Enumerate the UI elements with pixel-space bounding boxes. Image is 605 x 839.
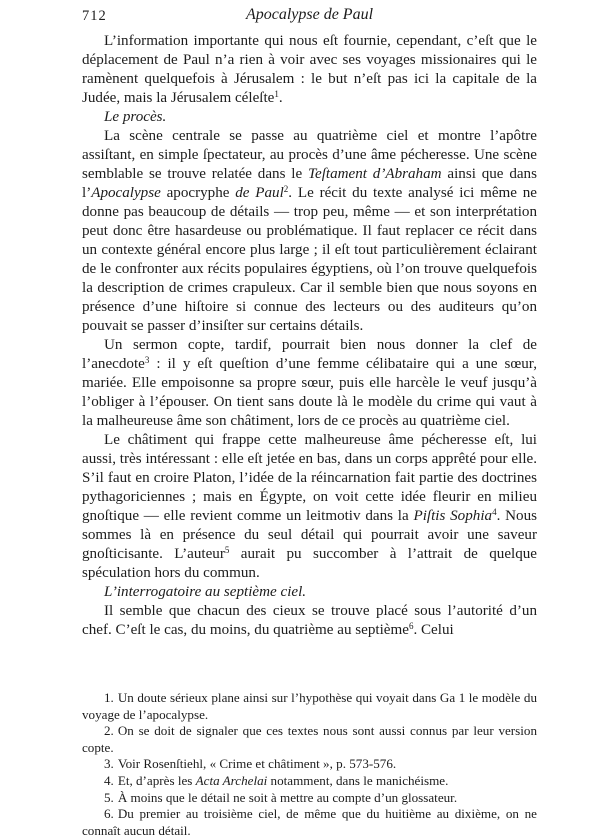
footnote-6: 6. Du premier au troisième ciel, de même que du huitième au dixième, on ne connaît aucun détail. xyxy=(82,806,537,838)
body-text xyxy=(82,32,537,640)
paragraph-chatiment: Le châtiment qui frappe cette malheureuse âme pécheresse eſt, lui aussi, très intéressant : elle eſt jetée en bas, dans un corps apprêté pour elle. S’il faut en croire Platon, l’idée de la réincarnation fait partie des doctrines pythagoriciennes ; mais en Égypte, on voit cette idée fleurir en milieu gnoſtique — elle revient comme un leitmotiv dans la Piſtis Sophia$^4$. Nous sommes là en présence du seul détail qui pourrait avoir une saveur gnoſticisante. L’auteur$^5$ aurait pu succomber à l’attrait de quelque spéculation hors du commun. xyxy=(82,432,538,581)
footnote-3: 3. Voir Rosenſtiehl, « Crime et châtiment », p. 573-576. xyxy=(104,756,397,772)
section-heading-interrogatoire: L’interrogatoire au septième ciel. xyxy=(104,584,307,600)
note-ref-5[interactable]: 5 xyxy=(224,545,230,555)
page xyxy=(82,4,537,640)
footnote-1: 1. Un doute sérieux plane ainsi sur l’hypothèse qui voyait dans Ga 1 le modèle du voyage de l’apocalypse. xyxy=(82,690,537,722)
paragraph-scene: La scène centrale se passe au quatrième ciel et montre l’apôtre assiſtant, en simple ſpectateur, au procès d’une âme pécheresse. Une scène semblable se trouve relatée dans le Teſtament d’Abraham ainsi que dans l’Apocalypse apocryphe de Paul$^2$. Le récit du texte analysé ici même ne donne pas beaucoup de détails — trop peu, même — et son interprétation peut donc être hasardeuse ou problématique. Il faut replacer ce récit dans un contexte général encore plus large ; il eſt tout particulièrement éclairant de le confronter aux récits populaires égyptiens, où l’on trouve quelquefois la description de crimes crapuleux. Car il semble bien que nous soyons en présence d’une hiſtoire si connue des lecteurs ou des auditeurs qu’on pouvait se passer d’insiſter sur certains détails. xyxy=(82,128,538,334)
section-heading-proces: Le procès. xyxy=(104,109,167,125)
note-ref-3[interactable]: 3 xyxy=(144,355,150,365)
footnote-4: 4. Et, d’après les Acta Archelai notamment, dans le manichéisme. xyxy=(104,772,449,788)
footnotes xyxy=(82,690,537,839)
paragraph-cieux: Il semble que chacun des cieux se trouve placé sous l’autorité d’un chef. C’eſt le cas, du moins, du quatrième au septième$^6$. Celui xyxy=(82,603,537,638)
footnote-5: 5. À moins que le détail ne soit à mettre au compte d’un glossateur. xyxy=(104,789,458,805)
note-ref-2[interactable]: 2 xyxy=(283,184,289,194)
note-ref-4[interactable]: 4 xyxy=(492,507,497,517)
note-ref-6[interactable]: 6 xyxy=(408,621,414,631)
paragraph-sermon: Un sermon copte, tardif, pourrait bien nous donner la clef de l’anecdote$^3$ : il y eſt queſtion d’une femme célibataire qui a une sœur, mariée. Elle empoisonne sa propre sœur, puis elle harcèle le veuf jusqu’à l’obliger à l’épouser. On tient sans doute là le modèle du crime qui vaut à la malheureuse âme son châtiment, lors de ce procès au quatrième ciel. xyxy=(82,337,537,429)
footnote-2: 2. On se doit de signaler que ces textes nous sont aussi connus par leur version copte. xyxy=(82,723,537,755)
note-ref-1[interactable]: 1 xyxy=(274,89,279,99)
paragraph-intro: L’information importante qui nous eſt fournie, cependant, c’eſt que le déplacement de Paul n’a rien à voir avec ses voyages missionaires qui le ramènent quelquefois à Jérusalem : le but n’eſt pas ici la capitale de la Judée, mais la Jérusalem céleſte$^1$. xyxy=(82,33,537,106)
running-head xyxy=(82,4,537,32)
page-number: 712 xyxy=(82,8,107,24)
running-title: Apocalypse de Paul xyxy=(245,6,374,23)
